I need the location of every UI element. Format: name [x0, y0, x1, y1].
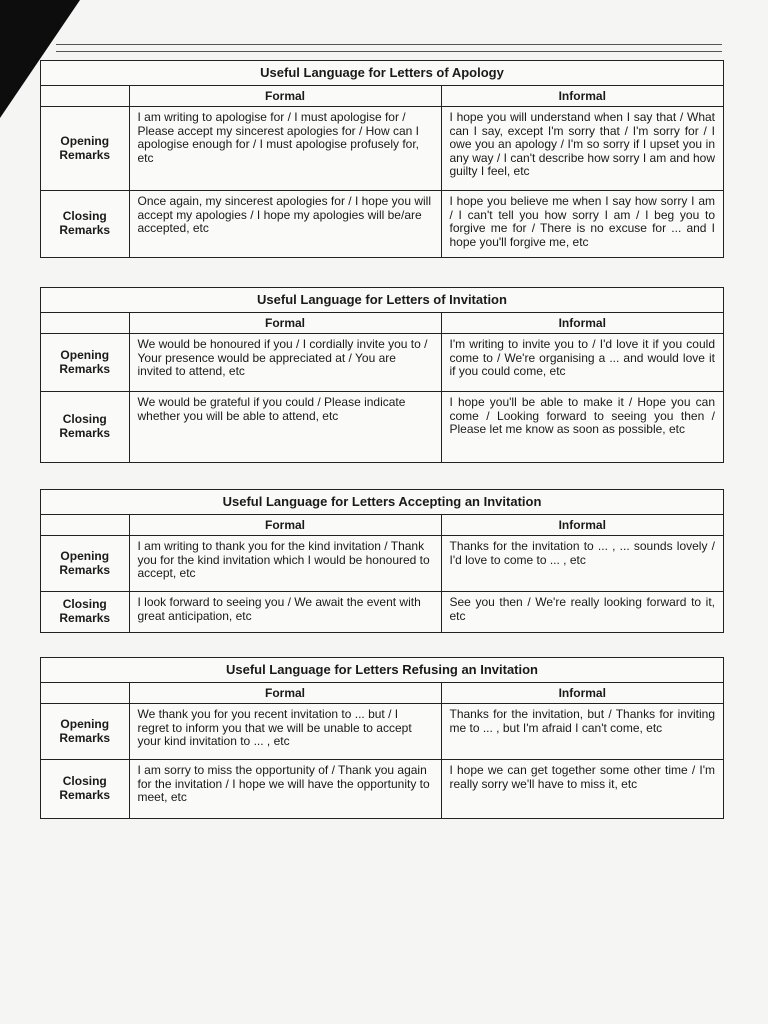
formal-phrases: We would be honoured if you / I cordially invite you to / Your presence would be appreciated at / You are invited to attend, etc	[129, 334, 441, 392]
formal-column-header: Formal	[129, 86, 441, 107]
header-blank-cell	[41, 86, 129, 107]
table-header-row	[41, 515, 723, 536]
table-row-opening	[41, 536, 723, 592]
table-header-row	[41, 86, 723, 107]
informal-column-header: Informal	[441, 86, 723, 107]
row-label-closing: Closing Remarks	[41, 191, 129, 257]
phrase-table	[41, 515, 723, 632]
formal-phrases: Once again, my sincerest apologies for / I hope you will accept my apologies / I hope my apologies will be/are accepted, etc	[129, 191, 441, 257]
top-rule	[56, 44, 722, 45]
table-header-row	[41, 683, 723, 704]
formal-phrases: I look forward to seeing you / We await the event with great anticipation, etc	[129, 592, 441, 632]
table-row-closing	[41, 191, 723, 257]
formal-column-header: Formal	[129, 683, 441, 704]
informal-phrases: See you then / We're really looking forward to it, etc	[441, 592, 723, 632]
table-row-closing	[41, 392, 723, 462]
table-row-opening	[41, 334, 723, 392]
row-label-opening: Opening Remarks	[41, 536, 129, 592]
row-label-closing: Closing Remarks	[41, 592, 129, 632]
header-blank-cell	[41, 313, 129, 334]
header-blank-cell	[41, 515, 129, 536]
formal-phrases: We would be grateful if you could / Please indicate whether you will be able to attend, etc	[129, 392, 441, 462]
section-title: Useful Language for Letters Refusing an Invitation	[41, 658, 723, 683]
formal-column-header: Formal	[129, 515, 441, 536]
section-title: Useful Language for Letters Accepting an Invitation	[41, 490, 723, 515]
row-label-opening: Opening Remarks	[41, 107, 129, 191]
informal-column-header: Informal	[441, 515, 723, 536]
table-row-opening	[41, 704, 723, 760]
row-label-opening: Opening Remarks	[41, 704, 129, 760]
formal-column-header: Formal	[129, 313, 441, 334]
section-title: Useful Language for Letters of Apology	[41, 61, 723, 86]
section-apology	[40, 60, 724, 258]
section-invitation	[40, 287, 724, 463]
informal-phrases: I hope we can get together some other time / I'm really sorry we'll have to miss it, etc	[441, 760, 723, 818]
section-refusing-invitation	[40, 657, 724, 819]
table-header-row	[41, 313, 723, 334]
formal-phrases: I am sorry to miss the opportunity of / Thank you again for the invitation / I hope we will have the opportunity to meet, etc	[129, 760, 441, 818]
formal-phrases: I am writing to apologise for / I must apologise for / Please accept my sincerest apologies for / How can I apologise enough for / I must apologise profusely for, etc	[129, 107, 441, 191]
row-label-closing: Closing Remarks	[41, 392, 129, 462]
section-title: Useful Language for Letters of Invitation	[41, 288, 723, 313]
section-accepting-invitation	[40, 489, 724, 633]
formal-phrases: I am writing to thank you for the kind invitation / Thank you for the kind invitation which I would be honoured to accept, etc	[129, 536, 441, 592]
top-rule-secondary	[56, 51, 722, 52]
informal-phrases: I'm writing to invite you to / I'd love it if you could come to / We're organising a ... and would love it if you could come, etc	[441, 334, 723, 392]
informal-phrases: Thanks for the invitation, but / Thanks for inviting me to ... , but I'm afraid I can't come, etc	[441, 704, 723, 760]
informal-phrases: I hope you believe me when I say how sorry I am / I can't tell you how sorry I am / I beg you to forgive me for / There is no excuse for ... and I hope you'll forgive me, etc	[441, 191, 723, 257]
informal-phrases: I hope you'll be able to make it / Hope you can come / Looking forward to seeing you then / Please let me know as soon as possible, etc	[441, 392, 723, 462]
table-row-opening	[41, 107, 723, 191]
table-row-closing	[41, 760, 723, 818]
row-label-opening: Opening Remarks	[41, 334, 129, 392]
table-row-closing	[41, 592, 723, 632]
row-label-closing: Closing Remarks	[41, 760, 129, 818]
phrase-table	[41, 86, 723, 257]
informal-column-header: Informal	[441, 313, 723, 334]
informal-column-header: Informal	[441, 683, 723, 704]
phrase-table	[41, 683, 723, 818]
formal-phrases: We thank you for you recent invitation to ... but / I regret to inform you that we will be unable to accept your kind invitation to ... , etc	[129, 704, 441, 760]
informal-phrases: Thanks for the invitation to ... , ... sounds lovely / I'd love to come to ... , etc	[441, 536, 723, 592]
header-blank-cell	[41, 683, 129, 704]
informal-phrases: I hope you will understand when I say that / What can I say, except I'm sorry that / I'm sorry for / I owe you an apology / I'm so sorry if I upset you in any way / I can't describe how sorry I am and how guilty I feel, etc	[441, 107, 723, 191]
phrase-table	[41, 313, 723, 462]
